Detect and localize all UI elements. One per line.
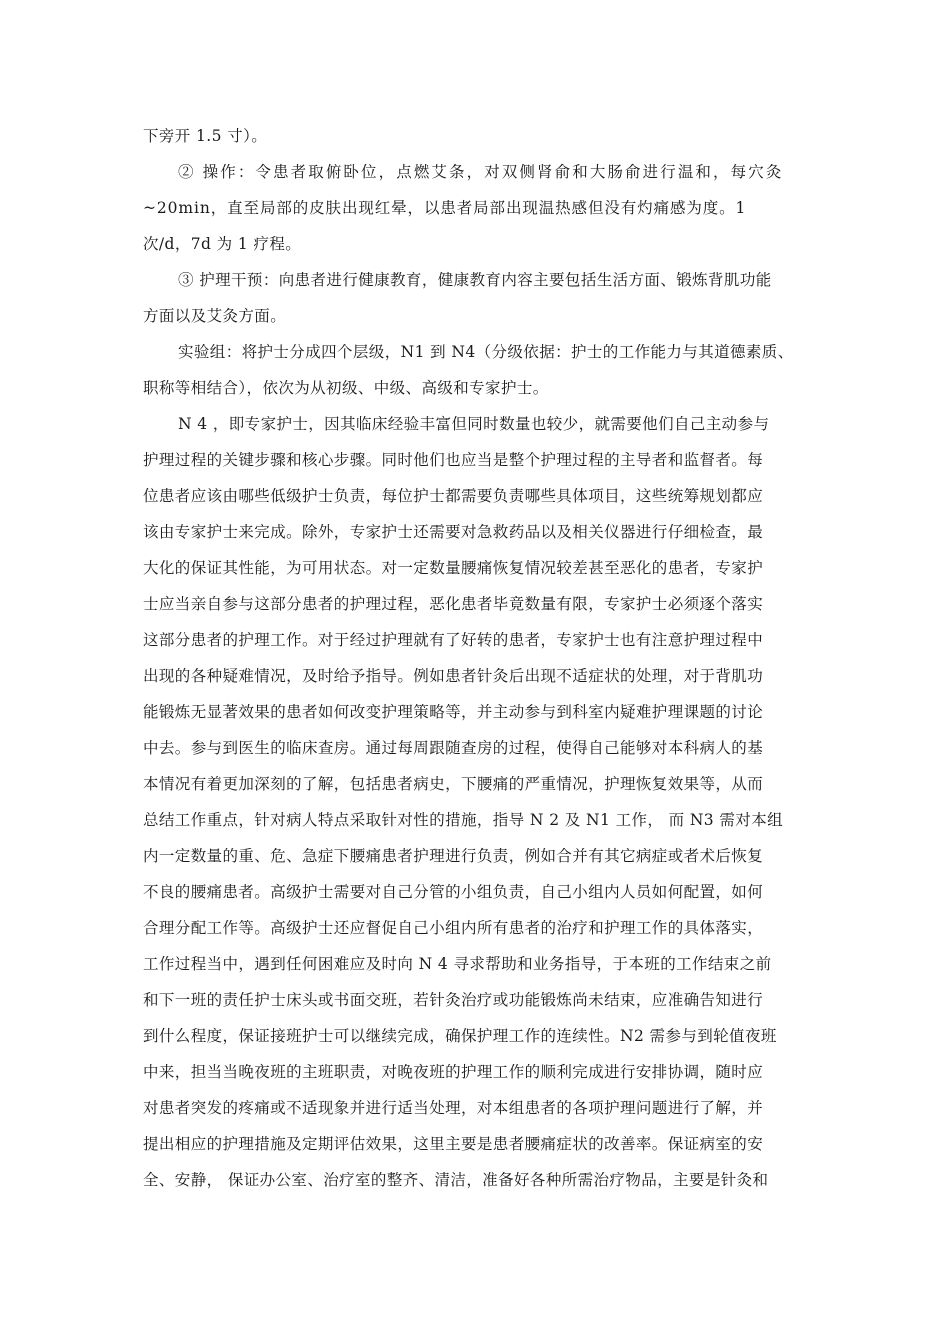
- text-line: 下旁开 1.5 寸）。: [143, 127, 268, 145]
- text-line: 和下一班的责任护士床头或书面交班，若针灸治疗或功能锻炼尚未结束，应准确告知进行: [143, 991, 764, 1009]
- text-line: 工作过程当中，遇到任何困难应及时向 N 4 寻求帮助和业务指导，于本班的工作结束之前: [143, 955, 772, 973]
- text-line: 对患者突发的疼痛或不适现象并进行适当处理，对本组患者的各项护理问题进行了解，并: [143, 1099, 764, 1117]
- text-line: 合理分配工作等。高级护士还应督促自己小组内所有患者的治疗和护理工作的具体落实，: [143, 919, 764, 937]
- text-line: 士应当亲自参与这部分患者的护理过程，恶化患者毕竟数量有限，专家护士必须逐个落实: [143, 595, 764, 613]
- text-line: 这部分患者的护理工作。对于经过护理就有了好转的患者，专家护士也有注意护理过程中: [143, 631, 764, 649]
- text-line: 本情况有着更加深刻的了解，包括患者病史，下腰痛的严重情况，护理恢复效果等，从而: [143, 775, 764, 793]
- text-line: 提出相应的护理措施及定期评估效果，这里主要是患者腰痛症状的改善率。保证病室的安: [143, 1135, 764, 1153]
- text-line: 护理过程的关键步骤和核心步骤。同时他们也应当是整个护理过程的主导者和监督者。每: [143, 451, 764, 469]
- text-line: 中来，担当当晚夜班的主班职责，对晚夜班的护理工作的顺利完成进行安排协调，随时应: [143, 1063, 764, 1081]
- text-line: 出现的各种疑难情况，及时给予指导。例如患者针灸后出现不适症状的处理，对于背肌功: [143, 667, 764, 685]
- text-line: 方面以及艾灸方面。: [143, 307, 287, 325]
- text-line: ② 操作：令患者取俯卧位，点燃艾条，对双侧肾俞和大肠俞进行温和，每穴灸: [178, 163, 784, 181]
- text-line: 职称等相结合），依次为从初级、中级、高级和专家护士。: [143, 379, 549, 397]
- text-line: ~20min，直至局部的皮肤出现红晕，以患者局部出现温热感但没有灼痛感为度。1: [143, 199, 747, 217]
- text-line: 中去。参与到医生的临床查房。通过每周跟随查房的过程，使得自己能够对本科病人的基: [143, 739, 764, 757]
- text-line: 不良的腰痛患者。高级护士需要对自己分管的小组负责，自己小组内人员如何配置，如何: [143, 883, 764, 901]
- text-line: 能锻炼无显著效果的患者如何改变护理策略等，并主动参与到科室内疑难护理课题的讨论: [143, 703, 764, 721]
- text-line: 该由专家护士来完成。除外，专家护士还需要对急救药品以及相关仪器进行仔细检查，最: [143, 523, 764, 541]
- text-line: 到什么程度，保证接班护士可以继续完成，确保护理工作的连续性。N2 需参与到轮值夜班: [143, 1027, 777, 1045]
- text-line: 大化的保证其性能，为可用状态。对一定数量腰痛恢复情况较差甚至恶化的患者，专家护: [143, 559, 764, 577]
- text-line: 位患者应该由哪些低级护士负责，每位护士都需要负责哪些具体项目，这些统筹规划都应: [143, 487, 764, 505]
- text-line: 全、安静， 保证办公室、治疗室的整齐、清洁，准备好各种所需治疗物品，主要是针灸和: [143, 1171, 769, 1189]
- text-line: 实验组：将护士分成四个层级，N1 到 N4（分级依据：护士的工作能力与其道德素质、: [178, 343, 794, 361]
- text-line: ③ 护理干预：向患者进行健康教育，健康教育内容主要包括生活方面、锻炼背肌功能: [178, 271, 772, 289]
- text-line: 内一定数量的重、危、急症下腰痛患者护理进行负责，例如合并有其它病症或者术后恢复: [143, 847, 764, 865]
- text-line: 总结工作重点，针对病人特点采取针对性的措施，指导 N 2 及 N1 工作， 而 N3 需对本组: [143, 811, 783, 829]
- text-line: N 4 ，即专家护士，因其临床经验丰富但同时数量也较少，就需要他们自己主动参与: [178, 415, 770, 433]
- text-line: 次/d，7d 为 1 疗程。: [143, 235, 302, 253]
